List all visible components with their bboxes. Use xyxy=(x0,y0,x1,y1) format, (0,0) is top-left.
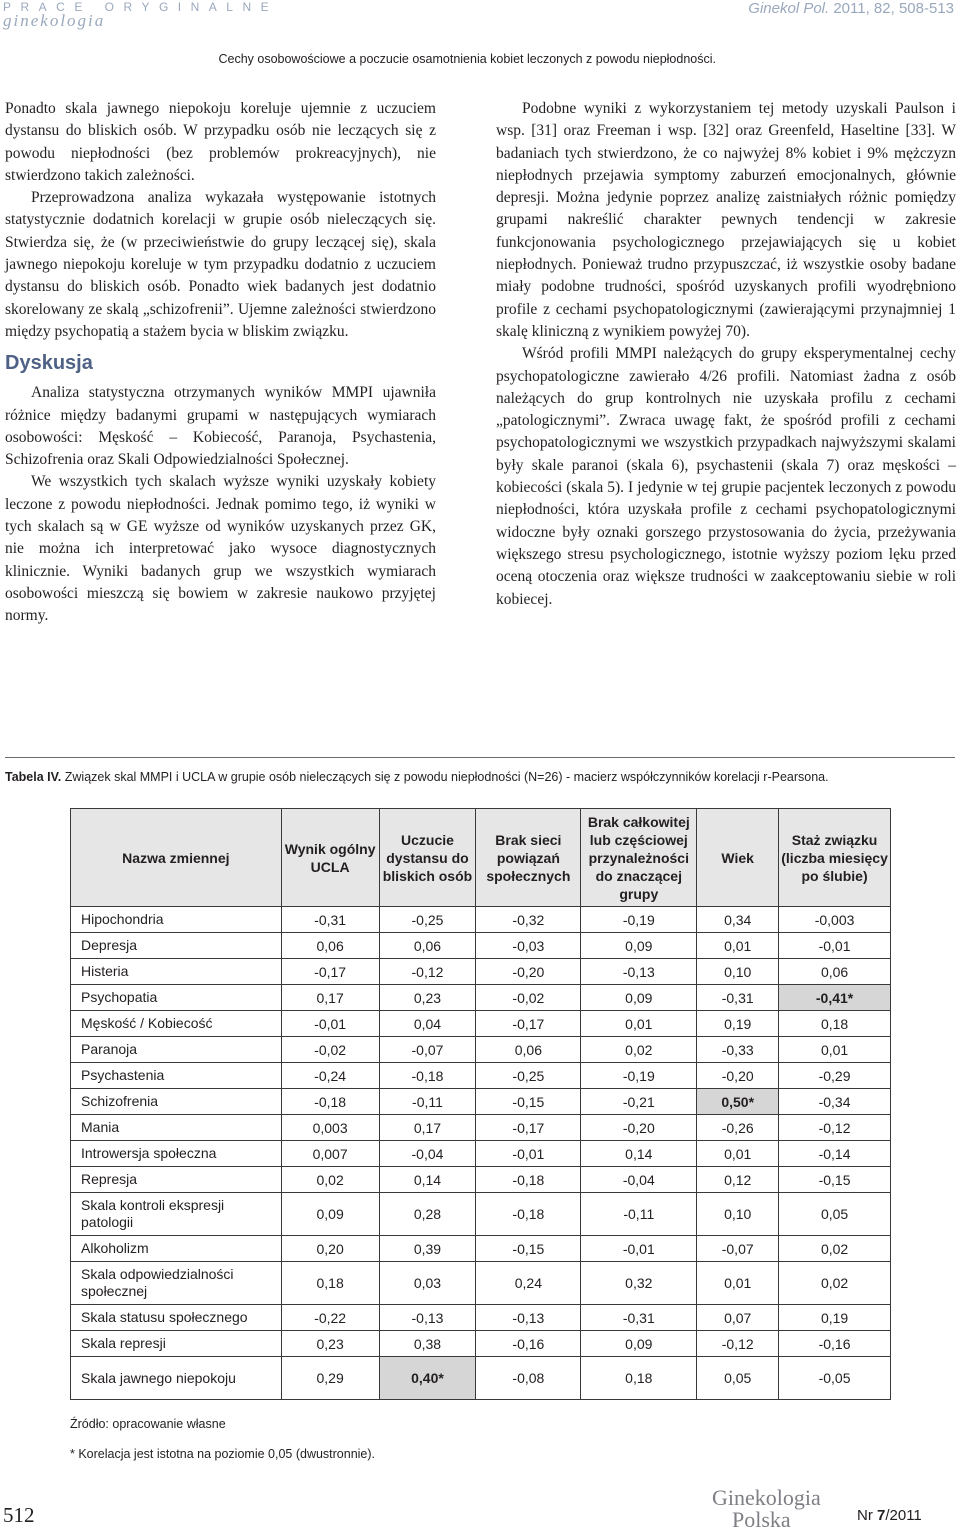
table-cell: -0,18 xyxy=(476,1193,581,1236)
table-cell: -0,18 xyxy=(476,1167,581,1193)
table-row xyxy=(71,1236,891,1262)
table-cell: -0,29 xyxy=(779,1063,891,1089)
table-source: Źródło: opracowanie własne xyxy=(70,1417,226,1431)
table-cell: 0,10 xyxy=(697,959,779,985)
table-cell: 0,07 xyxy=(697,1305,779,1331)
table-header-row xyxy=(71,809,891,907)
divider xyxy=(5,757,955,758)
table-cell: -0,34 xyxy=(779,1089,891,1115)
table-cell: 0,05 xyxy=(779,1193,891,1236)
table-cell: -0,31 xyxy=(581,1305,697,1331)
row-label: Skala represji xyxy=(71,1331,282,1357)
table-cell: -0,05 xyxy=(779,1357,891,1400)
column-header: Brak całkowitej lub częściowej przynależności do znaczącej grupy xyxy=(581,809,697,907)
table-cell: -0,18 xyxy=(281,1089,379,1115)
table-cell: -0,32 xyxy=(476,907,581,933)
row-label: Histeria xyxy=(71,959,282,985)
table-cell: 0,17 xyxy=(379,1115,476,1141)
table-cell: -0,20 xyxy=(697,1063,779,1089)
row-label: Introwersja społeczna xyxy=(71,1141,282,1167)
row-label: Alkoholizm xyxy=(71,1236,282,1262)
table-cell: -0,03 xyxy=(476,933,581,959)
row-label: Psychopatia xyxy=(71,985,282,1011)
table-cell: -0,16 xyxy=(779,1331,891,1357)
table-cell: 0,14 xyxy=(379,1167,476,1193)
row-label: Depresja xyxy=(71,933,282,959)
table-cell: -0,16 xyxy=(476,1331,581,1357)
table-cell: -0,14 xyxy=(779,1141,891,1167)
table-row xyxy=(71,1262,891,1305)
section-label: PRACE ORYGINALNE xyxy=(3,0,279,14)
table-cell: -0,13 xyxy=(379,1305,476,1331)
table-cell: -0,20 xyxy=(581,1115,697,1141)
table-caption: Tabela IV. Związek skal MMPI i UCLA w grupie osób nieleczących się z powodu niepłodności (N=26) - macierz współczynników korelacji r-Pearsona. xyxy=(5,770,829,784)
table-cell: -0,04 xyxy=(581,1167,697,1193)
table-cell: -0,01 xyxy=(779,933,891,959)
row-label: Skala statusu społecznego xyxy=(71,1305,282,1331)
table-cell: -0,01 xyxy=(476,1141,581,1167)
row-label: Skala jawnego niepokoju xyxy=(71,1357,282,1400)
table-cell: 0,19 xyxy=(779,1305,891,1331)
row-label: Schizofrenia xyxy=(71,1089,282,1115)
significant-cell: 0,50* xyxy=(697,1089,779,1115)
table-cell: -0,20 xyxy=(476,959,581,985)
table-cell: 0,01 xyxy=(697,1141,779,1167)
table-cell: -0,31 xyxy=(697,985,779,1011)
table-cell: 0,17 xyxy=(281,985,379,1011)
paragraph: Analiza statystyczna otrzymanych wyników MMPI ujawniła różnice między badanymi grupami w następujących wymiarach osobowości: Męskość – Kobiecość, Paranoja, Psychastenia, Schizofrenia oraz Skali Odpowiedzialności Społecznej. xyxy=(5,384,436,469)
table-cell: 0,20 xyxy=(281,1236,379,1262)
row-label: Represja xyxy=(71,1167,282,1193)
table-cell: -0,02 xyxy=(281,1037,379,1063)
table-cell: -0,01 xyxy=(581,1236,697,1262)
table-cell: -0,17 xyxy=(476,1011,581,1037)
row-label: Hipochondria xyxy=(71,907,282,933)
table-cell: 0,02 xyxy=(779,1236,891,1262)
table-cell: 0,06 xyxy=(476,1037,581,1063)
correlation-table xyxy=(70,808,891,1400)
table-cell: 0,007 xyxy=(281,1141,379,1167)
table-cell: -0,18 xyxy=(379,1063,476,1089)
table-cell: -0,11 xyxy=(581,1193,697,1236)
table-row xyxy=(71,1037,891,1063)
row-label: Mania xyxy=(71,1115,282,1141)
table-cell: 0,06 xyxy=(779,959,891,985)
table-cell: -0,13 xyxy=(476,1305,581,1331)
paragraph: Przeprowadzona analiza wykazała występowanie istotnych statystycznie dodatnich korelacji w grupie osób nieleczących się. Stwierdza się, że (w przeciwieństwie do grupy leczącej się), skala jawnego niepokoju koreluje w tym przypadku dodatnio z uczuciem dystansu do bliskich osób. Ponadto wiek badanych jest dodatnio skorelowany ze skalą „schizofrenii”. Ujemne zależności stwierdzono między psychopatią a stażem bycia w bliskim związku. xyxy=(5,189,436,340)
running-title: Cechy osobowościowe a poczucie osamotnienia kobiet leczonych z powodu niepłodności. xyxy=(218,52,716,66)
left-column xyxy=(5,98,436,628)
table-cell: 0,12 xyxy=(697,1167,779,1193)
table-cell: -0,003 xyxy=(779,907,891,933)
row-label: Skala kontroli ekspresji patologii xyxy=(71,1193,282,1236)
table-cell: 0,23 xyxy=(281,1331,379,1357)
table-cell: 0,003 xyxy=(281,1115,379,1141)
table-row xyxy=(71,1167,891,1193)
section-heading: Dyskusja xyxy=(5,352,93,375)
logo-line-1: Ginekologia xyxy=(712,1485,821,1510)
table-cell: 0,09 xyxy=(581,933,697,959)
table-cell: 0,10 xyxy=(697,1193,779,1236)
paragraph: Ponadto skala jawnego niepokoju koreluje ujemnie z uczuciem dystansu do bliskich osób. W przypadku osób nie leczących się z powodu niepłodności (bez problemów prokreacyjnych), nie stwierdzono takich zależności. xyxy=(5,100,436,184)
column-header: Wynik ogólny UCLA xyxy=(281,809,379,907)
table-cell: 0,06 xyxy=(379,933,476,959)
table-cell: 0,23 xyxy=(379,985,476,1011)
table-cell: -0,12 xyxy=(379,959,476,985)
table-cell: 0,24 xyxy=(476,1262,581,1305)
table-row xyxy=(71,907,891,933)
table-cell: -0,15 xyxy=(476,1089,581,1115)
table-cell: 0,19 xyxy=(697,1011,779,1037)
table-row xyxy=(71,1089,891,1115)
row-label: Skala odpowiedzialności społecznej xyxy=(71,1262,282,1305)
table-row xyxy=(71,1305,891,1331)
table-cell: 0,34 xyxy=(697,907,779,933)
table-cell: -0,15 xyxy=(779,1167,891,1193)
significant-cell: 0,40* xyxy=(379,1357,476,1400)
page-number: 512 xyxy=(3,1503,35,1527)
column-header: Staż związku (liczba miesięcy po ślubie) xyxy=(779,809,891,907)
table-row xyxy=(71,959,891,985)
row-label: Męskość / Kobiecość xyxy=(71,1011,282,1037)
row-label: Paranoja xyxy=(71,1037,282,1063)
table-cell: 0,09 xyxy=(281,1193,379,1236)
paragraph: Podobne wyniki z wykorzystaniem tej metody uzyskali Paulson i wsp. [31] oraz Freeman i wsp. [32] oraz Greenfeld, Haseltine [33]. W badaniach tych stwierdzono, że co najwyżej 8% kobiet i 9% mężczyzn niepłodnych przejawia symptomy zaburzeń emocjonalnych, głównie depresji. Można jedynie poprzez analizę zaistniałych różnic pomiędzy grupami nakreślić charakter pewnych tendencji w zakresie funkcjonowania psychologicznego przejawiających się u kobiet niepłodnych. Ponieważ trudno przypuszczać, iż wszystkie osoby badane miały podobne trudności, spośród uzyskanych profili wyodrębniono profile z cechami psychopatologicznymi (zawierającymi przynajmniej 1 skalę kliniczną z wynikiem powyżej 70). xyxy=(496,100,956,340)
table-cell: 0,02 xyxy=(779,1262,891,1305)
table-cell: 0,09 xyxy=(581,1331,697,1357)
column-header: Brak sieci powiązań społecznych xyxy=(476,809,581,907)
table-cell: -0,11 xyxy=(379,1089,476,1115)
table-cell: 0,32 xyxy=(581,1262,697,1305)
table-cell: -0,07 xyxy=(697,1236,779,1262)
table-cell: -0,21 xyxy=(581,1089,697,1115)
table-cell: 0,38 xyxy=(379,1331,476,1357)
table-cell: -0,19 xyxy=(581,907,697,933)
table-cell: 0,02 xyxy=(281,1167,379,1193)
paragraph: We wszystkich tych skalach wyższe wyniki uzyskały kobiety leczone z powodu niepłodności. Jednak pomimo tego, iż wyniki w tych skalach są w GE wyższe od wyników uzyskanych przez GK, nie można ich interpretować jako wysoce diagnostycznych klinicznie. Wyniki badanych grup we wszystkich wymiarach osobowości mieszczą się bowiem w zakresie naukowo przyjętej normy. xyxy=(5,473,436,625)
table-row xyxy=(71,1193,891,1236)
table-cell: 0,28 xyxy=(379,1193,476,1236)
table-cell: -0,04 xyxy=(379,1141,476,1167)
table-cell: -0,08 xyxy=(476,1357,581,1400)
table-cell: 0,03 xyxy=(379,1262,476,1305)
column-header: Wiek xyxy=(697,809,779,907)
table-cell: 0,18 xyxy=(779,1011,891,1037)
table-cell: -0,17 xyxy=(476,1115,581,1141)
journal-name: ginekologia xyxy=(3,11,106,30)
table-cell: -0,15 xyxy=(476,1236,581,1262)
table-cell: 0,09 xyxy=(581,985,697,1011)
table-cell: 0,01 xyxy=(697,933,779,959)
table-cell: 0,14 xyxy=(581,1141,697,1167)
table-cell: 0,02 xyxy=(581,1037,697,1063)
right-column xyxy=(496,98,956,611)
table-row xyxy=(71,1141,891,1167)
table-cell: -0,07 xyxy=(379,1037,476,1063)
table-cell: 0,29 xyxy=(281,1357,379,1400)
table-cell: -0,19 xyxy=(581,1063,697,1089)
table-cell: -0,24 xyxy=(281,1063,379,1089)
column-header: Nazwa zmiennej xyxy=(71,809,282,907)
table-cell: -0,31 xyxy=(281,907,379,933)
table-cell: -0,25 xyxy=(379,907,476,933)
row-label: Psychastenia xyxy=(71,1063,282,1089)
citation: Ginekol Pol. 2011, 82, 508-513 xyxy=(748,0,954,17)
table-cell: -0,12 xyxy=(697,1331,779,1357)
paragraph: Wśród profili MMPI należących do grupy eksperymentalnej cechy psychopatologiczne zawierało 4/26 profili. Natomiast żadna z osób należących do grup kontrolnych nie uzyskała profilu z cechami „patologicznymi”. Zwraca uwagę fakt, że spośród profili z cechami psychopatologicznymi we wszystkich przypadkach najwyższymi skalami były skale paranoi (skala 6), psychastenii (skala 7) oraz męskości – kobiecości (skala 5). I jedynie w tej grupie pacjentek leczonych z powodu niepłodności, która uzyskała profile z cechami psychopatologicznymi widoczne były oznaki gorszego przystosowania do życia, przeżywania większego stresu psychologicznego, istotnie wyższy poziom lęku przed oceną otoczenia oraz większe trudności w zaakceptowaniu siebie w roli kobiecej. xyxy=(496,345,956,608)
table-cell: 0,18 xyxy=(581,1357,697,1400)
table-cell: -0,02 xyxy=(476,985,581,1011)
table-cell: -0,25 xyxy=(476,1063,581,1089)
table-cell: 0,01 xyxy=(697,1262,779,1305)
table-cell: -0,17 xyxy=(281,959,379,985)
table-cell: -0,01 xyxy=(281,1011,379,1037)
table-cell: 0,06 xyxy=(281,933,379,959)
table-row xyxy=(71,985,891,1011)
logo-line-2: Polska xyxy=(732,1507,791,1529)
table-row xyxy=(71,933,891,959)
table-cell: 0,01 xyxy=(581,1011,697,1037)
journal-logo xyxy=(712,1487,821,1529)
table-row xyxy=(71,1331,891,1357)
table-cell: 0,39 xyxy=(379,1236,476,1262)
table-cell: 0,05 xyxy=(697,1357,779,1400)
table-cell: -0,12 xyxy=(779,1115,891,1141)
table-row xyxy=(71,1063,891,1089)
table-row xyxy=(71,1357,891,1400)
significant-cell: -0,41* xyxy=(779,985,891,1011)
table-cell: 0,01 xyxy=(779,1037,891,1063)
table-cell: -0,26 xyxy=(697,1115,779,1141)
table-cell: 0,18 xyxy=(281,1262,379,1305)
table-cell: 0,04 xyxy=(379,1011,476,1037)
table-cell: -0,22 xyxy=(281,1305,379,1331)
table-cell: -0,33 xyxy=(697,1037,779,1063)
table-row xyxy=(71,1115,891,1141)
table-cell: -0,13 xyxy=(581,959,697,985)
table-footnote: * Korelacja jest istotna na poziomie 0,05 (dwustronnie). xyxy=(70,1447,376,1461)
table-row xyxy=(71,1011,891,1037)
column-header: Uczucie dystansu do bliskich osób xyxy=(379,809,476,907)
issue-number: Nr 7/2011 xyxy=(857,1507,922,1524)
